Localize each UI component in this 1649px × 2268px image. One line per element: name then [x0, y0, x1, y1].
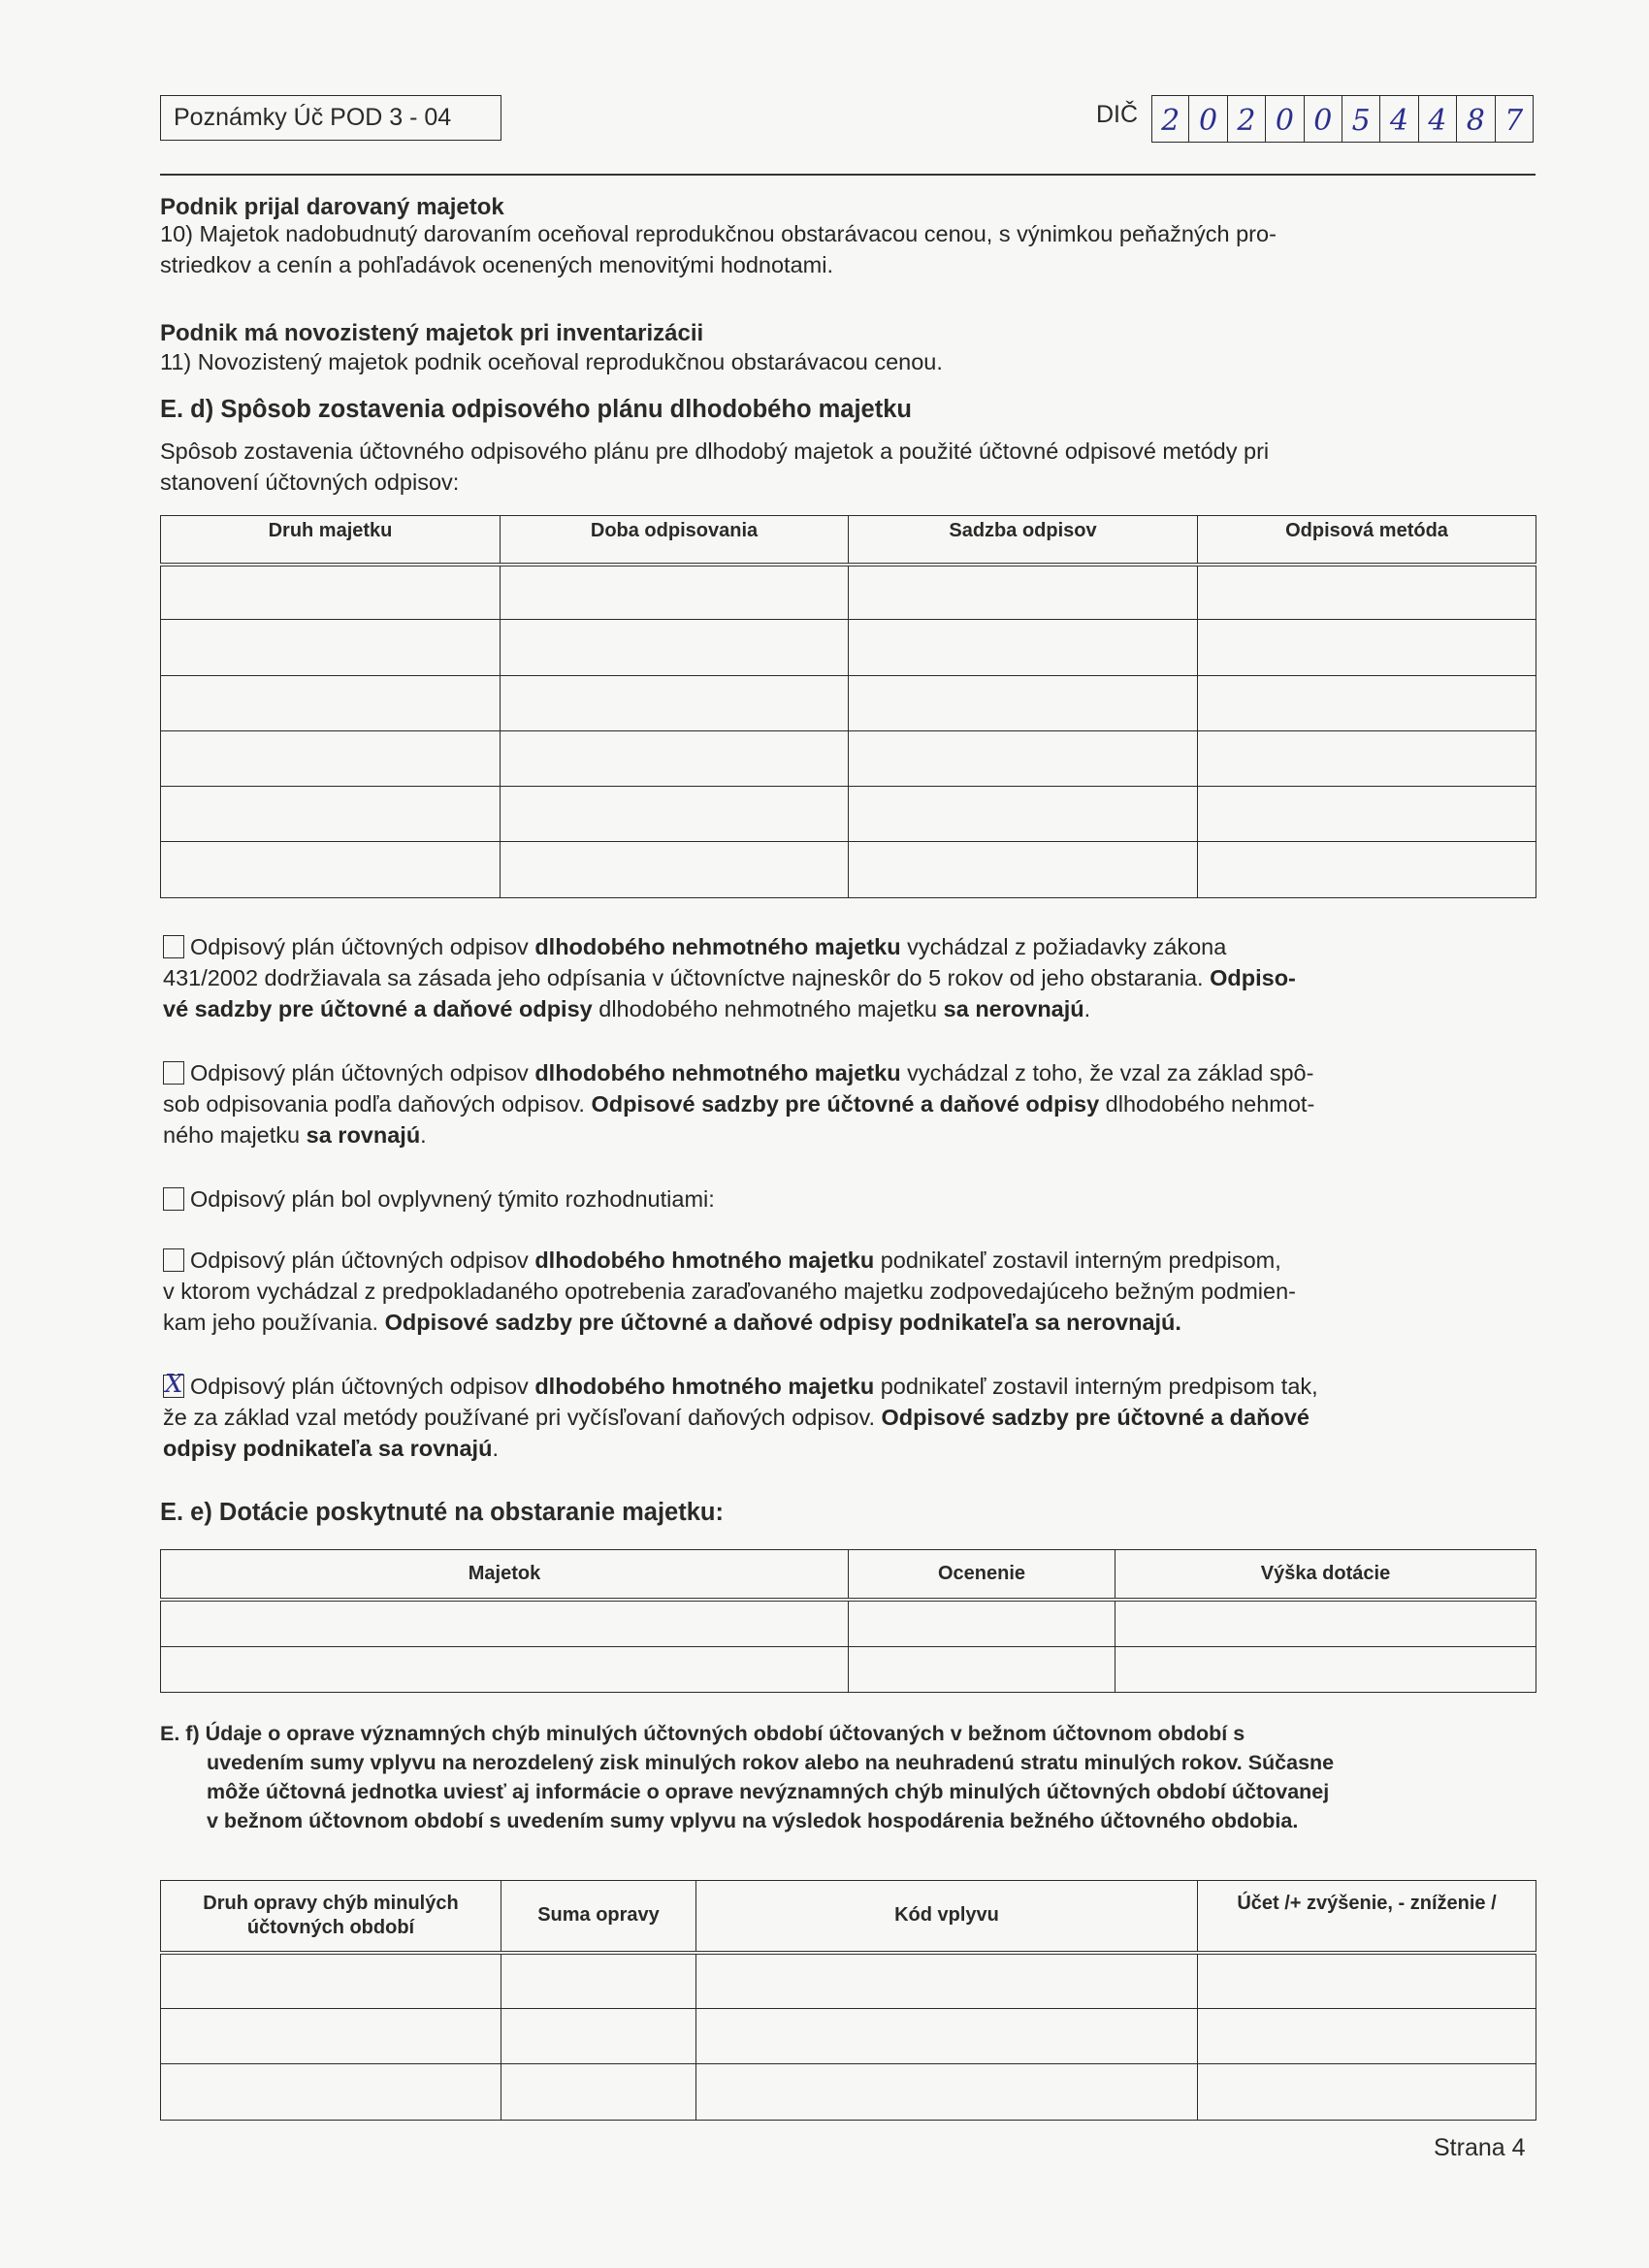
table-cell[interactable] [1116, 1647, 1536, 1693]
section-ef-heading-line: môže účtovná jednotka uviesť aj informácie o oprave nevýznamných chýb minulých účtovných období účtovanej [207, 1780, 1330, 1803]
section-ef-heading-line: uvedením sumy vplyvu na nerozdelený zisk minulých rokov alebo na neuhradenú stratu minulých rokov. Súčasne [207, 1751, 1335, 1774]
table-cell[interactable] [1198, 1953, 1536, 2009]
table-cell[interactable] [161, 731, 501, 787]
table-cell[interactable] [1198, 676, 1536, 731]
table-row [161, 620, 1536, 676]
section-ed-intro: stanovení účtovných odpisov: [160, 470, 460, 495]
dic-digit[interactable]: 5 [1342, 95, 1380, 143]
table-cell[interactable] [849, 620, 1198, 676]
dic-label: DIČ [1096, 101, 1139, 128]
option-tangible-equal [163, 1371, 1540, 1464]
text: . [492, 1436, 499, 1461]
table-cell[interactable] [849, 1600, 1116, 1647]
table-row [161, 2064, 1536, 2121]
donated-text-line: 10) Majetok nadobudnutý darovaním oceňoval reprodukčnou obstarávacou cenou, s výnimkou peňažných pro- [160, 221, 1277, 246]
table-cell[interactable] [161, 676, 501, 731]
donated-heading: Podnik prijal darovaný majetok [160, 194, 504, 220]
option-intangible-not-equal [163, 931, 1540, 1024]
text: 431/2002 dodržiavala sa zásada jeho odpísania v účtovníctve najneskôr do 5 rokov od jeho obstarania. [163, 965, 1211, 990]
text: Odpisový plán bol ovplyvnený týmito rozhodnutiami: [190, 1186, 715, 1212]
text: . [1083, 996, 1091, 1021]
table-row [161, 842, 1536, 898]
table-cell[interactable] [161, 2064, 501, 2121]
option-text-line [163, 962, 1540, 993]
donated-text-line: striedkov a cenín a pohľadávok ocenených menovitými hodnotami. [160, 252, 833, 277]
table-cell[interactable] [849, 731, 1198, 787]
table-row [161, 1600, 1536, 1647]
bold-text: sa nerovnajú [943, 996, 1084, 1021]
dic-digit[interactable]: 0 [1266, 95, 1304, 143]
checkbox-checked[interactable] [163, 1370, 184, 1399]
column-header: Sadzba odpisov [849, 516, 1198, 565]
section-ed-intro: Spôsob zostavenia účtovného odpisového plánu pre dlhodobý majetok a použité účtovné odpisové metódy pri [160, 438, 1270, 464]
table-row [161, 2009, 1536, 2064]
table-row [161, 565, 1536, 620]
table-cell[interactable] [161, 1600, 849, 1647]
dic-digit[interactable]: 0 [1189, 95, 1227, 143]
text: kam jeho používania. [163, 1310, 385, 1335]
bold-text: Odpisové sadzby pre účtovné a daňové odpisy [591, 1091, 1100, 1117]
column-header: Doba odpisovania [501, 516, 849, 565]
option-intangible-equal [163, 1057, 1540, 1150]
table-cell[interactable] [1198, 2009, 1536, 2064]
option-text-line [163, 1088, 1540, 1119]
table-cell[interactable] [1198, 2064, 1536, 2121]
section-ef-heading-line: E. f) Údaje o oprave významných chýb minulých účtovných období účtovaných v bežnom účtovnom období s [160, 1722, 1245, 1745]
option-text-line [163, 1057, 1540, 1088]
text: ného majetku [163, 1122, 307, 1148]
table-cell[interactable] [161, 1647, 849, 1693]
dic-digit[interactable]: 4 [1419, 95, 1457, 143]
text: dlhodobého nehmotného majetku [592, 996, 944, 1021]
table-cell[interactable] [1116, 1600, 1536, 1647]
table-cell[interactable] [501, 731, 849, 787]
bold-text: dlhodobého nehmotného majetku [534, 1060, 901, 1085]
bold-text: dlhodobého hmotného majetku [534, 1247, 875, 1273]
dic-digit[interactable]: 7 [1496, 95, 1534, 143]
bold-text: Odpisové sadzby pre účtovné a daňové [881, 1405, 1310, 1430]
table-cell[interactable] [501, 565, 849, 620]
table-row [161, 676, 1536, 731]
table-cell[interactable] [696, 2009, 1198, 2064]
table-cell[interactable] [161, 842, 501, 898]
dic-field[interactable] [1151, 95, 1534, 143]
table-cell[interactable] [849, 565, 1198, 620]
column-header: Odpisová metóda [1198, 516, 1536, 565]
table-cell[interactable] [501, 2064, 696, 2121]
table-cell[interactable] [849, 842, 1198, 898]
column-header: Ocenenie [849, 1550, 1116, 1600]
table-cell[interactable] [1198, 620, 1536, 676]
option-text-line [163, 931, 1540, 962]
text: vychádzal z toho, že vzal za základ spô- [900, 1060, 1314, 1085]
table-row [161, 731, 1536, 787]
table-row [161, 1647, 1536, 1693]
bold-text: vé sadzby pre účtovné a daňové odpisy [163, 996, 593, 1021]
text: Odpisový plán účtovných odpisov [190, 1374, 535, 1399]
dic-digit[interactable]: 4 [1380, 95, 1418, 143]
text: podnikateľ zostavil interným predpisom tak, [874, 1374, 1318, 1399]
column-header: Suma opravy [501, 1881, 696, 1953]
inventory-text-line: 11) Novozistený majetok podnik oceňoval reprodukčnou obstarávacou cenou. [160, 349, 943, 374]
table-cell[interactable] [1198, 787, 1536, 842]
text: podnikateľ zostavil interným predpisom, [874, 1247, 1281, 1273]
table-cell[interactable] [501, 676, 849, 731]
column-header: Druh majetku [161, 516, 501, 565]
checkbox[interactable] [163, 1061, 184, 1085]
table-cell[interactable] [501, 787, 849, 842]
dic-digit[interactable]: 2 [1151, 95, 1189, 143]
column-header: Kód vplyvu [696, 1881, 1198, 1953]
table-cell[interactable] [696, 2064, 1198, 2121]
table-cell[interactable] [1198, 731, 1536, 787]
column-header: Majetok [161, 1550, 849, 1600]
dic-digit[interactable]: 8 [1457, 95, 1495, 143]
option-tangible-not-equal [163, 1245, 1540, 1338]
bold-text: dlhodobého nehmotného majetku [534, 934, 901, 959]
table-cell[interactable] [501, 842, 849, 898]
table-cell[interactable] [1198, 842, 1536, 898]
option-text-line [163, 993, 1540, 1024]
option-text-line [163, 1402, 1540, 1433]
dic-digit[interactable]: 2 [1228, 95, 1266, 143]
bold-text: Odpiso- [1210, 965, 1296, 990]
text: Odpisový plán účtovných odpisov [190, 934, 535, 959]
section-ef-heading [160, 1719, 1334, 1835]
header-divider [160, 174, 1536, 176]
table-cell[interactable] [501, 620, 849, 676]
table-cell[interactable] [696, 1953, 1198, 2009]
text: dlhodobého nehmot- [1099, 1091, 1315, 1117]
section-ed-heading: E. d) Spôsob zostavenia odpisového plánu dlhodobého majetku [160, 396, 912, 423]
text: Odpisový plán účtovných odpisov [190, 1060, 535, 1085]
table-cell[interactable] [161, 787, 501, 842]
check-mark-icon: X [165, 1370, 183, 1399]
table-cell[interactable] [161, 2009, 501, 2064]
bold-text: dlhodobého hmotného majetku [534, 1374, 875, 1399]
table-cell[interactable] [501, 1953, 696, 2009]
table-cell[interactable] [501, 2009, 696, 2064]
option-text-line [163, 1307, 1540, 1338]
text: Odpisový plán účtovných odpisov [190, 1247, 535, 1273]
error-corrections-table [160, 1880, 1536, 2121]
table-row [161, 1953, 1536, 2009]
option-text-line [163, 1119, 1540, 1150]
option-decisions [163, 1183, 1540, 1215]
table-cell[interactable] [849, 676, 1198, 731]
table-cell[interactable] [1198, 565, 1536, 620]
table-row [161, 787, 1536, 842]
checkbox[interactable] [163, 1248, 184, 1272]
checkbox[interactable] [163, 1187, 184, 1211]
section-ee-heading: E. e) Dotácie poskytnuté na obstaranie majetku: [160, 1499, 724, 1526]
bold-text: odpisy podnikateľa sa rovnajú [163, 1436, 493, 1461]
option-text-line [163, 1433, 1540, 1464]
form-title: Poznámky Úč POD 3 - 04 [160, 95, 501, 141]
option-text-line [163, 1183, 1540, 1215]
bold-text: sa rovnajú [306, 1122, 421, 1148]
page-number: Strana 4 [1434, 2134, 1526, 2161]
column-header: Druh opravy chýb minulých účtovných období [161, 1881, 501, 1953]
table-cell[interactable] [161, 565, 501, 620]
section-ef-heading-line: v bežnom účtovnom období s uvedením sumy vplyvu na výsledok hospodárenia bežného účtovného obdobia. [207, 1809, 1299, 1832]
text: že za základ vzal metódy používané pri vyčísľovaní daňových odpisov. [163, 1405, 882, 1430]
subsidies-table [160, 1549, 1536, 1693]
text: . [420, 1122, 427, 1148]
text: sob odpisovania podľa daňových odpisov. [163, 1091, 592, 1117]
text: v ktorom vychádzal z predpokladaného opotrebenia zaraďovaného majetku zodpovedajúceho bežným podmien- [163, 1279, 1296, 1304]
text: vychádzal z požiadavky zákona [900, 934, 1227, 959]
inventory-heading: Podnik má novozistený majetok pri inventarizácii [160, 320, 704, 346]
depreciation-plan-table [160, 515, 1536, 898]
table-cell[interactable] [161, 1953, 501, 2009]
bold-text: Odpisové sadzby pre účtovné a daňové odpisy podnikateľa sa nerovnajú. [384, 1310, 1181, 1335]
option-text-line [163, 1245, 1540, 1276]
checkbox[interactable] [163, 935, 184, 958]
column-header: Účet /+ zvýšenie, - zníženie / [1198, 1881, 1536, 1953]
table-cell[interactable] [849, 1647, 1116, 1693]
table-cell[interactable] [161, 620, 501, 676]
dic-digit[interactable]: 0 [1305, 95, 1342, 143]
table-cell[interactable] [849, 787, 1198, 842]
option-text-line [163, 1276, 1540, 1307]
column-header: Výška dotácie [1116, 1550, 1536, 1600]
option-text-line [163, 1371, 1540, 1402]
